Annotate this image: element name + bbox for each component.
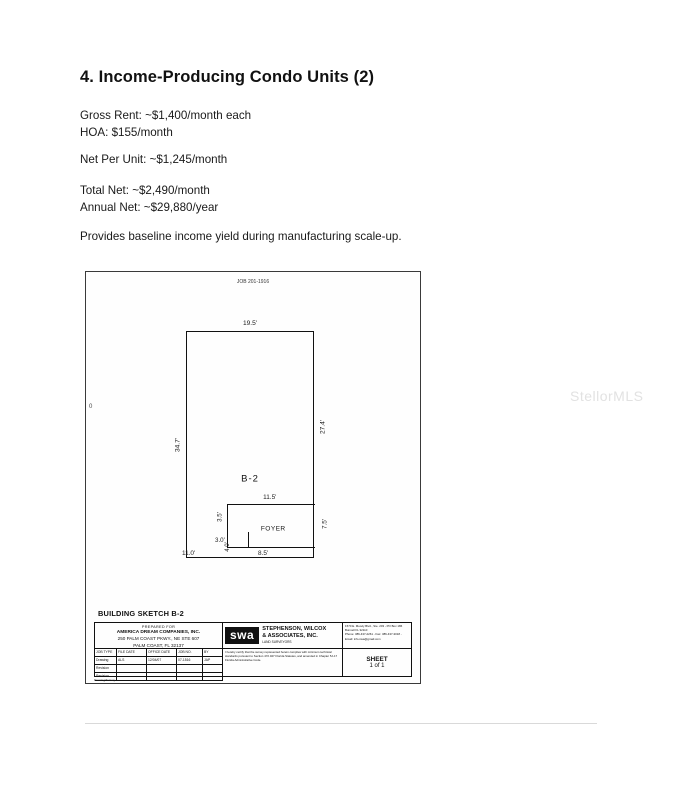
watermark: StellorMLS: [570, 388, 644, 404]
sketch-caption: BUILDING SKETCH B-2: [98, 609, 184, 618]
client-address-line1: 250 PALM COAST PKWY., NE STE 607: [117, 636, 200, 642]
firm-header: [223, 623, 342, 649]
page-divider: [85, 723, 597, 724]
client-address-line2: PALM COAST, FL 32137: [133, 642, 184, 648]
grid-cell: JOB NO.: [177, 649, 203, 657]
annual-net-line: Annual Net: ~$29,880/year: [80, 201, 219, 214]
foyer-label: FOYER: [260, 525, 286, 533]
titleblock: [94, 622, 412, 677]
grid-cell: Drawing: [95, 657, 117, 665]
gross-rent-block: [80, 107, 251, 141]
grid-cell: Revision: [95, 673, 117, 681]
grid-cell: [117, 673, 147, 681]
foyer-right-dimension: 7.5': [321, 519, 329, 530]
sketch-top-dimension: JOB 201-1916: [236, 279, 270, 285]
summary-block: [80, 228, 402, 245]
firm-subtitle: LAND SURVEYORS: [262, 640, 292, 645]
hoa-line: HOA: $155/month: [80, 126, 173, 139]
foyer-bottom-mid-dimension: 4.0': [224, 542, 231, 552]
firm-name: [262, 626, 326, 645]
titleblock-job-grid: [95, 649, 222, 681]
unit-right-dimension: 27.4': [319, 419, 327, 434]
grid-cell: OFFICE DATE: [147, 649, 177, 657]
grid-cell: [147, 665, 177, 673]
net-per-unit-block: [80, 151, 227, 168]
unit-top-dimension: 19.5': [242, 320, 258, 327]
firm-address-line1: 1570 E. Moody Blvd., Ste. 203 - PO Box 186 Bunnell FL 32110: [345, 624, 403, 633]
certification-note: I hereby certify that the survey represented herein complies with minimum technical standards pursuant to Section 472.027 Florida Statutes, and amended in Chapter 5J-17 Florida Administrative Code.: [225, 650, 338, 663]
grid-cell: JOB TYPE: [95, 649, 117, 657]
foyer-step-dimension: 3.0': [215, 537, 225, 544]
grid-cell: 07-1516: [177, 657, 203, 665]
gross-rent-line: Gross Rent: ~$1,400/month each: [80, 109, 252, 122]
foyer-bottom-right-dimension: 8.5': [258, 550, 269, 557]
grid-cell: [203, 665, 223, 673]
firm-address: [343, 623, 411, 649]
totals-block: [80, 182, 218, 216]
titleblock-client-info: [95, 623, 222, 649]
titleblock-sheet-section: [343, 623, 411, 676]
grid-cell: ALS: [117, 657, 147, 665]
summary-line: Provides baseline income yield during manufacturing scale-up.: [80, 230, 402, 243]
titleblock-firm-section: [223, 623, 343, 676]
total-net-line: Total Net: ~$2,490/month: [80, 184, 210, 197]
sheet-label: SHEET: [366, 656, 388, 663]
unit-label: B-2: [241, 473, 259, 485]
firm-address-line2: Phone: 386-437-2261 - Fax: 386-437-3018 - Email: info.swa@gmail.com: [345, 632, 402, 641]
grid-cell: 12/04/07: [147, 657, 177, 665]
sheet-box: [343, 649, 411, 676]
grid-cell: [177, 673, 203, 681]
grid-cell: [147, 673, 177, 681]
grid-cell: JAP: [203, 657, 223, 665]
grid-cell: [117, 665, 147, 673]
foyer-top-dimension: 11.5': [263, 494, 277, 501]
building-sketch-image: [85, 271, 421, 684]
swa-logo: swa: [225, 627, 259, 644]
grid-cell: BY: [203, 649, 223, 657]
sheet-value: 1 of 1: [369, 663, 385, 669]
firm-name-line1: STEPHENSON, WILCOX: [262, 626, 327, 633]
unit-left-dimension: 34.7': [174, 437, 182, 452]
titleblock-client-section: [95, 623, 223, 676]
unit-outline: [174, 320, 329, 558]
prepared-for-label: PREPARED FOR: [141, 625, 176, 629]
page-title: 4. Income-Producing Condo Units (2): [80, 68, 375, 86]
client-company-name: AMERICA DREAM COMPANIES, INC.: [116, 630, 201, 636]
sketch-left-tick: 0: [89, 404, 93, 410]
grid-cell: [203, 673, 223, 681]
grid-cell: [177, 665, 203, 673]
grid-cell: FILE DATE: [117, 649, 147, 657]
foyer-left-dimension: 3.5': [216, 511, 224, 522]
grid-cell: Revision: [95, 665, 117, 673]
drawing-footer-note: Drawing/Survey: [94, 678, 116, 682]
foyer-bottom-left-dimension: 11.0': [182, 550, 196, 557]
net-per-unit-line: Net Per Unit: ~$1,245/month: [80, 153, 228, 166]
firm-name-line2: & ASSOCIATES, INC.: [262, 633, 318, 640]
